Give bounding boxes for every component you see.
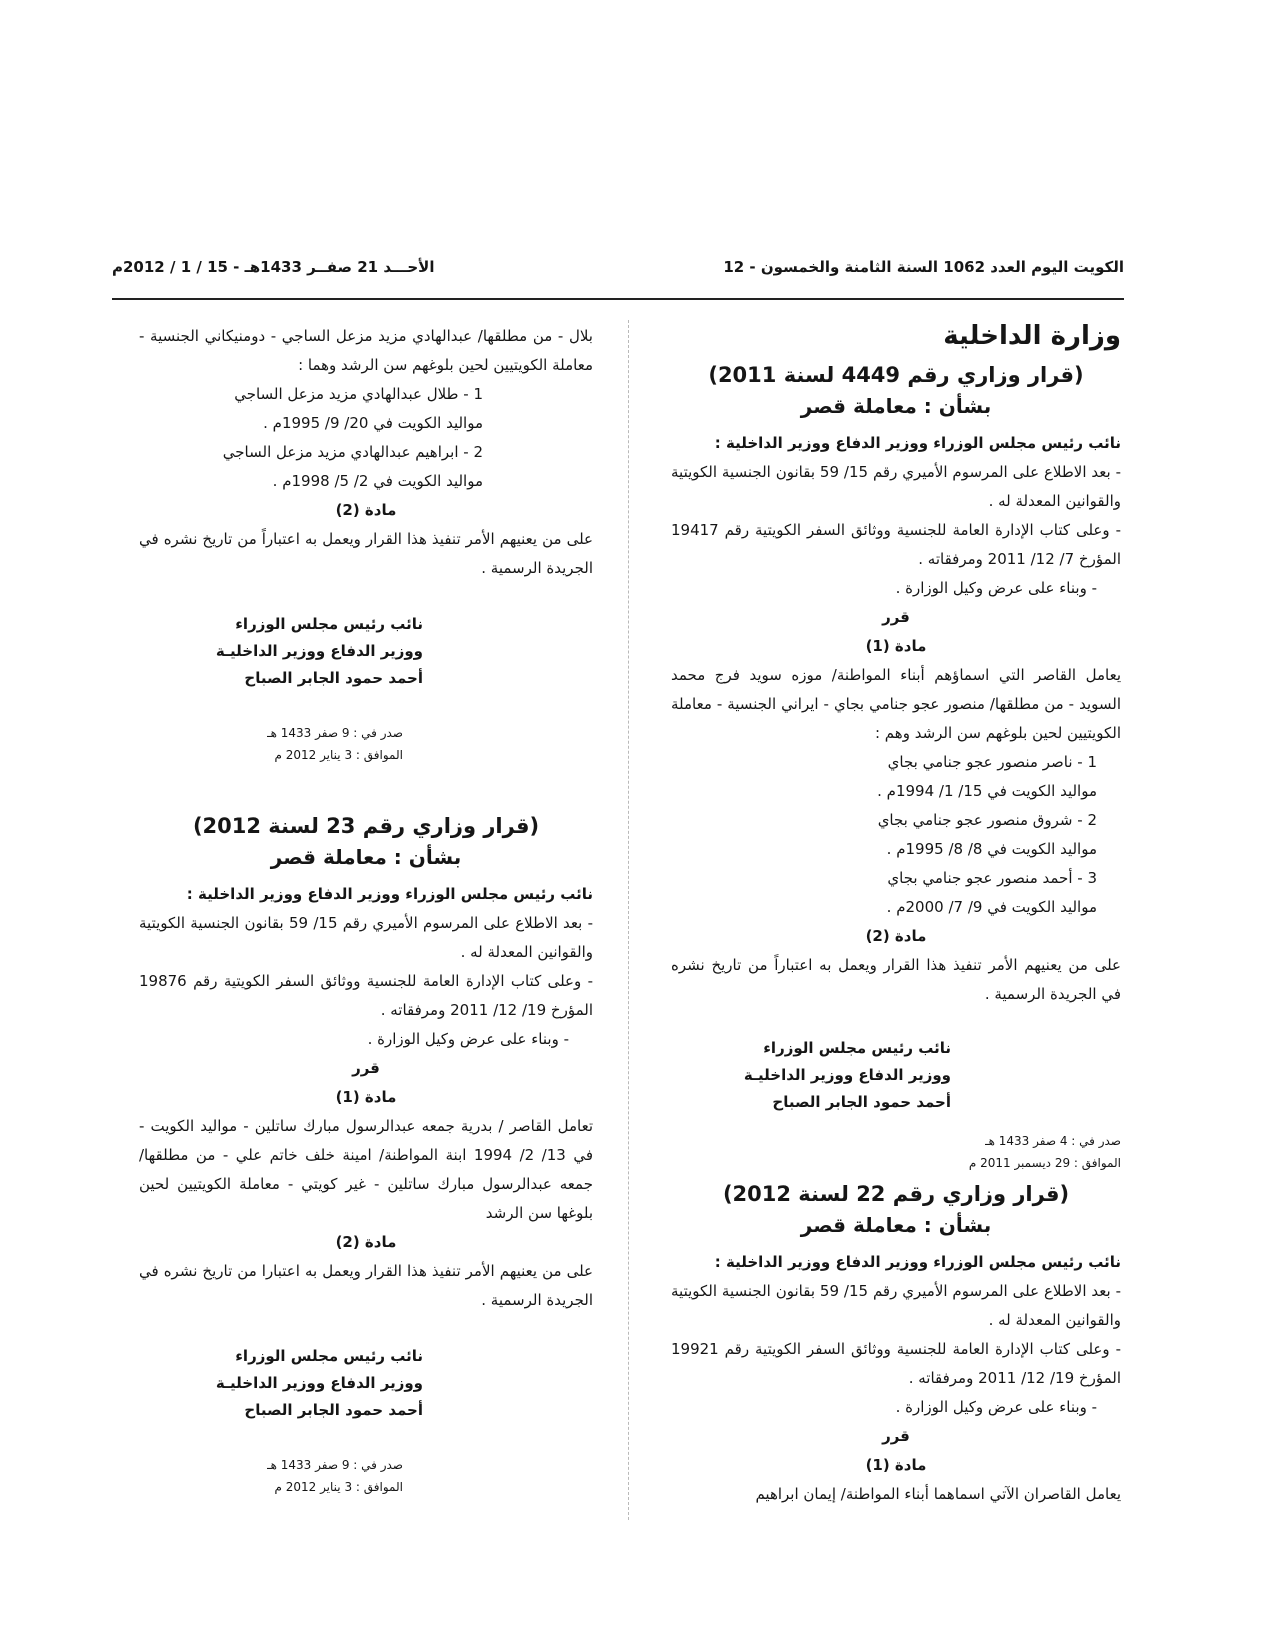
child-birth: مواليد الكويت في 9/ 7/ 2000م . (886, 898, 1097, 916)
decree-issuer: نائب رئيس مجلس الوزراء ووزير الدفاع ووزير الداخلية : (186, 885, 593, 903)
article-2-heading: مادة (2) (335, 501, 397, 519)
column-divider (628, 320, 629, 1520)
preamble-2: - وعلى كتاب الإدارة العامة للجنسية ووثائق السفر الكويتية رقم 19876 المؤرخ 19/ 12/ 2011 ومرفقاته . (139, 972, 593, 1019)
header-rule (112, 298, 1124, 300)
preamble-1: - بعد الاطلاع على المرسوم الأميري رقم 15/ 59 بقانون الجنسية الكويتية والقوانين المعدلة له . (671, 1282, 1121, 1329)
child-name: 2 - ابراهيم عبدالهادي مزيد مزعل الساجي (222, 443, 483, 461)
signature-name: أحمد حمود الجابر الصباح (244, 1401, 423, 1419)
decree-issuer: نائب رئيس مجلس الوزراء ووزير الدفاع ووزير الداخلية : (714, 1253, 1121, 1271)
article-2-text: على من يعنيهم الأمر تنفيذ هذا القرار ويعمل به اعتباراً من تاريخ نشره في الجريدة الرسمية . (671, 956, 1121, 1003)
article-1-heading: مادة (1) (335, 1088, 397, 1106)
signature-title: نائب رئيس مجلس الوزراء (235, 1347, 423, 1365)
header-issue-info: الكويت اليوم العدد 1062 السنة الثامنة والخمسون - 12 (723, 258, 1124, 276)
signature-title: نائب رئيس مجلس الوزراء (763, 1039, 951, 1057)
decree-22 (671, 1178, 1121, 1509)
article-2-text: على من يعنيهم الأمر تنفيذ هذا القرار ويعمل به اعتباراً من تاريخ نشره في الجريدة الرسمية . (139, 530, 593, 577)
signature-role: ووزير الدفاع ووزير الداخليـة (743, 1066, 951, 1084)
child-name: 1 - ناصر منصور عجو جنامي بجاي (887, 753, 1097, 771)
preamble-2: - وعلى كتاب الإدارة العامة للجنسية ووثائق السفر الكويتية رقم 19921 المؤرخ 19/ 12/ 2011 ومرفقاته . (671, 1340, 1121, 1387)
article-1-text: يعامل القاصر التي اسماؤهم أبناء المواطنة/ موزه سويد فرج محمد السويد - من مطلقها/ منصور عجو جنامي بجاي - ايراني الجنسية - معاملة الكويتيين لحين بلوغهم سن الرشد وهم : (671, 666, 1121, 742)
decided-label: قرر (882, 1427, 910, 1445)
page-header (112, 258, 1124, 284)
article-1-heading: مادة (1) (865, 637, 927, 655)
signature-block (139, 611, 593, 692)
issue-date-hijri: صدر في : 9 صفر 1433 هـ (267, 1458, 403, 1472)
child-name: 3 - أحمد منصور عجو جنامي بجاي (887, 869, 1097, 887)
preamble-3: - وبناء على عرض وكيل الوزارة . (895, 1398, 1097, 1416)
article-1-text: تعامل القاصر / بدرية جمعه عبدالرسول مبارك ساتلين - مواليد الكويت - في 13/ 2/ 1994 ابنة المواطنة/ امينة خلف خاتم علي - من مطلقها/ جمعه عبدالرسول مبارك ساتلين - غير كويتي - معاملة الكويتيين لحين بلوغها سن الرشد (139, 1117, 593, 1222)
decided-label: قرر (882, 608, 910, 626)
decree-title: (قرار وزاري رقم 4449 لسنة 2011) (708, 363, 1084, 387)
decree-title: (قرار وزاري رقم 22 لسنة 2012) (722, 1182, 1070, 1206)
article-2-text: على من يعنيهم الأمر تنفيذ هذا القرار ويعمل به اعتبارا من تاريخ نشره في الجريدة الرسمية . (139, 1262, 593, 1309)
signature-name: أحمد حمود الجابر الصباح (244, 669, 423, 687)
issue-date-gregorian: الموافق : 29 ديسمبر 2011 م (968, 1156, 1121, 1170)
child-birth: مواليد الكويت في 2/ 5/ 1998م . (272, 472, 483, 490)
child-birth: مواليد الكويت في 8/ 8/ 1995م . (886, 840, 1097, 858)
child-name: 2 - شروق منصور عجو جنامي بجاي (877, 811, 1097, 829)
decree-4449 (671, 359, 1121, 1174)
decree-subject: بشأن : معاملة قصر (800, 394, 992, 418)
header-date: الأحـــد 21 صفــر 1433هـ - 15 / 1 / 2012م (112, 258, 435, 276)
article-1-heading: مادة (1) (865, 1456, 927, 1474)
preamble-2: - وعلى كتاب الإدارة العامة للجنسية ووثائق السفر الكويتية رقم 19417 المؤرخ 7/ 12/ 2011 ومرفقاته . (671, 521, 1121, 568)
decree-issuer: نائب رئيس مجلس الوزراء ووزير الدفاع ووزير الداخلية : (714, 434, 1121, 452)
preamble-1: - بعد الاطلاع على المرسوم الأميري رقم 15/ 59 بقانون الجنسية الكويتية والقوانين المعدلة له . (139, 914, 594, 961)
signature-block (671, 1035, 1121, 1116)
article-2-heading: مادة (2) (335, 1233, 397, 1251)
signature-block (139, 1343, 593, 1424)
section-gap (139, 766, 593, 806)
child-name: 1 - طلال عبدالهادي مزيد مزعل الساجي (234, 385, 483, 403)
decree-23 (139, 810, 593, 1498)
article-2-heading: مادة (2) (865, 927, 927, 945)
continued-text: بلال - من مطلقها/ عبدالهادي مزيد مزعل الساجي - دومنيكاني الجنسية - معاملة الكويتيين لحين بلوغهم سن الرشد وهما : (139, 327, 593, 374)
signature-name: أحمد حمود الجابر الصباح (772, 1093, 951, 1111)
issue-date-hijri: صدر في : 4 صفر 1433 هـ (985, 1134, 1121, 1148)
issue-date-gregorian: الموافق : 3 يناير 2012 م (274, 748, 403, 762)
ministry-heading: وزارة الداخلية (943, 321, 1121, 351)
preamble-1: - بعد الاطلاع على المرسوم الأميري رقم 15/ 59 بقانون الجنسية الكويتية والقوانين المعدلة له . (671, 463, 1121, 510)
decree-subject: بشأن : معاملة قصر (800, 1213, 992, 1237)
article-1-text: يعامل القاصران الآتي اسماهما أبناء المواطنة/ إيمان ابراهيم (755, 1485, 1121, 1503)
left-column (139, 322, 593, 1498)
preamble-3: - وبناء على عرض وكيل الوزارة . (367, 1030, 569, 1048)
child-birth: مواليد الكويت في 15/ 1/ 1994م . (877, 782, 1097, 800)
signature-role: ووزير الدفاع ووزير الداخليـة (215, 1374, 423, 1392)
child-birth: مواليد الكويت في 20/ 9/ 1995م . (263, 414, 483, 432)
decree-title: (قرار وزاري رقم 23 لسنة 2012) (192, 814, 540, 838)
issue-date-gregorian: الموافق : 3 يناير 2012 م (274, 1480, 403, 1494)
right-column (671, 322, 1121, 1509)
decided-label: قرر (352, 1059, 380, 1077)
preamble-3: - وبناء على عرض وكيل الوزارة . (895, 579, 1097, 597)
signature-role: ووزير الدفاع ووزير الداخليـة (215, 642, 423, 660)
signature-title: نائب رئيس مجلس الوزراء (235, 615, 423, 633)
issue-date-hijri: صدر في : 9 صفر 1433 هـ (267, 726, 403, 740)
decree-subject: بشأن : معاملة قصر (270, 845, 462, 869)
